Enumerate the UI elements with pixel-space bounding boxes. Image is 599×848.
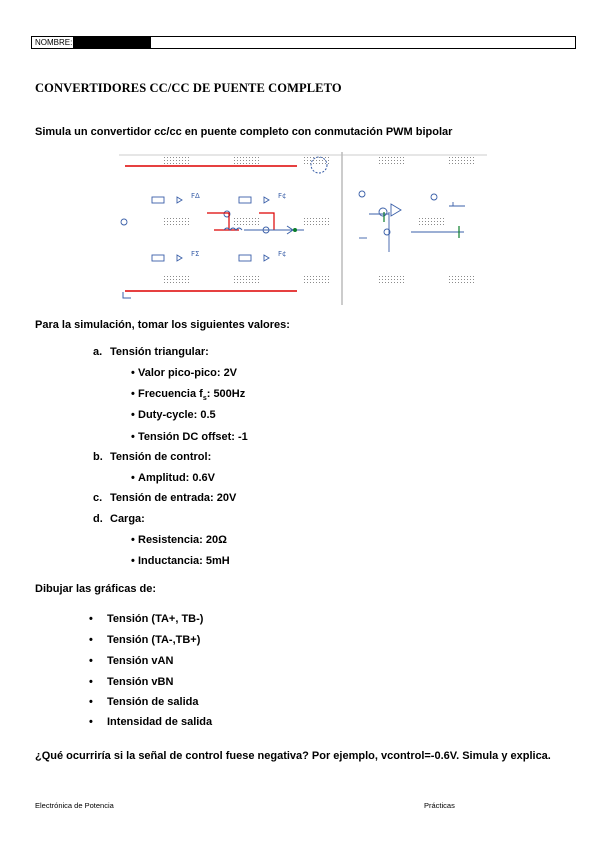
param-a — [93, 346, 209, 358]
circuit-schematic — [119, 152, 487, 305]
name-field — [31, 36, 576, 49]
graph-item-4: • Tensión vBN — [89, 676, 174, 688]
param-c: c. Tensión de entrada: 20V — [93, 492, 237, 504]
graphs-heading: Dibujar las gráficas de: — [35, 583, 157, 595]
circuit-label-1: FΔ — [191, 192, 200, 200]
list-marker: a. — [93, 346, 103, 358]
param-label: Tensión triangular: — [110, 346, 209, 358]
graph-item-6: • Intensidad de salida — [89, 716, 213, 728]
name-label: NOMBRE: — [35, 38, 73, 47]
circuit-label-4: F¢ — [278, 250, 287, 258]
param-a-sub-1: • Valor pico-pico: 2V — [131, 367, 238, 379]
param-b: b. Tensión de control: — [93, 451, 212, 463]
param-a-sub-3: • Duty-cycle: 0.5 — [131, 409, 216, 421]
circuit-label-2: F¢ — [278, 192, 287, 200]
param-d: d. Carga: — [93, 513, 145, 525]
param-d-sub-2: • Inductancia: 5mH — [131, 555, 230, 567]
param-b-sub-1: • Amplitud: 0.6V — [131, 472, 216, 484]
footer-right: Prácticas — [424, 801, 455, 810]
intro-text: Simula un convertidor cc/cc en puente completo con conmutación PWM bipolar — [35, 126, 453, 138]
param-d-sub-1: • Resistencia: 20Ω — [131, 534, 227, 546]
source-symbol — [311, 157, 327, 173]
graph-item-1: • Tensión (TA+, TB-) — [89, 613, 204, 625]
param-a-sub-4: • Tensión DC offset: -1 — [131, 431, 248, 443]
document-title: CONVERTIDORES CC/CC DE PUENTE COMPLETO — [35, 81, 342, 95]
circuit-label-3: FΣ — [191, 250, 200, 258]
breadboard-dots — [164, 157, 474, 283]
redacted-name — [73, 37, 151, 48]
footer-left: Electrónica de Potencia — [35, 801, 114, 810]
measurement-branch — [359, 191, 465, 252]
param-a-sub-2: • Frecuencia $f_s$: 500Hz — [131, 388, 246, 403]
question-text: ¿Qué ocurriría si la señal de control fuese negativa? Por ejemplo, vcontrol=-0.6V. Simula y explica. — [35, 750, 551, 762]
simulation-heading: Para la simulación, tomar los siguientes valores: — [35, 319, 290, 331]
graph-item-5: • Tensión de salida — [89, 696, 199, 708]
graph-item-2: • Tensión (TA-,TB+) — [89, 634, 201, 646]
graph-item-3: • Tensión vAN — [89, 655, 174, 667]
